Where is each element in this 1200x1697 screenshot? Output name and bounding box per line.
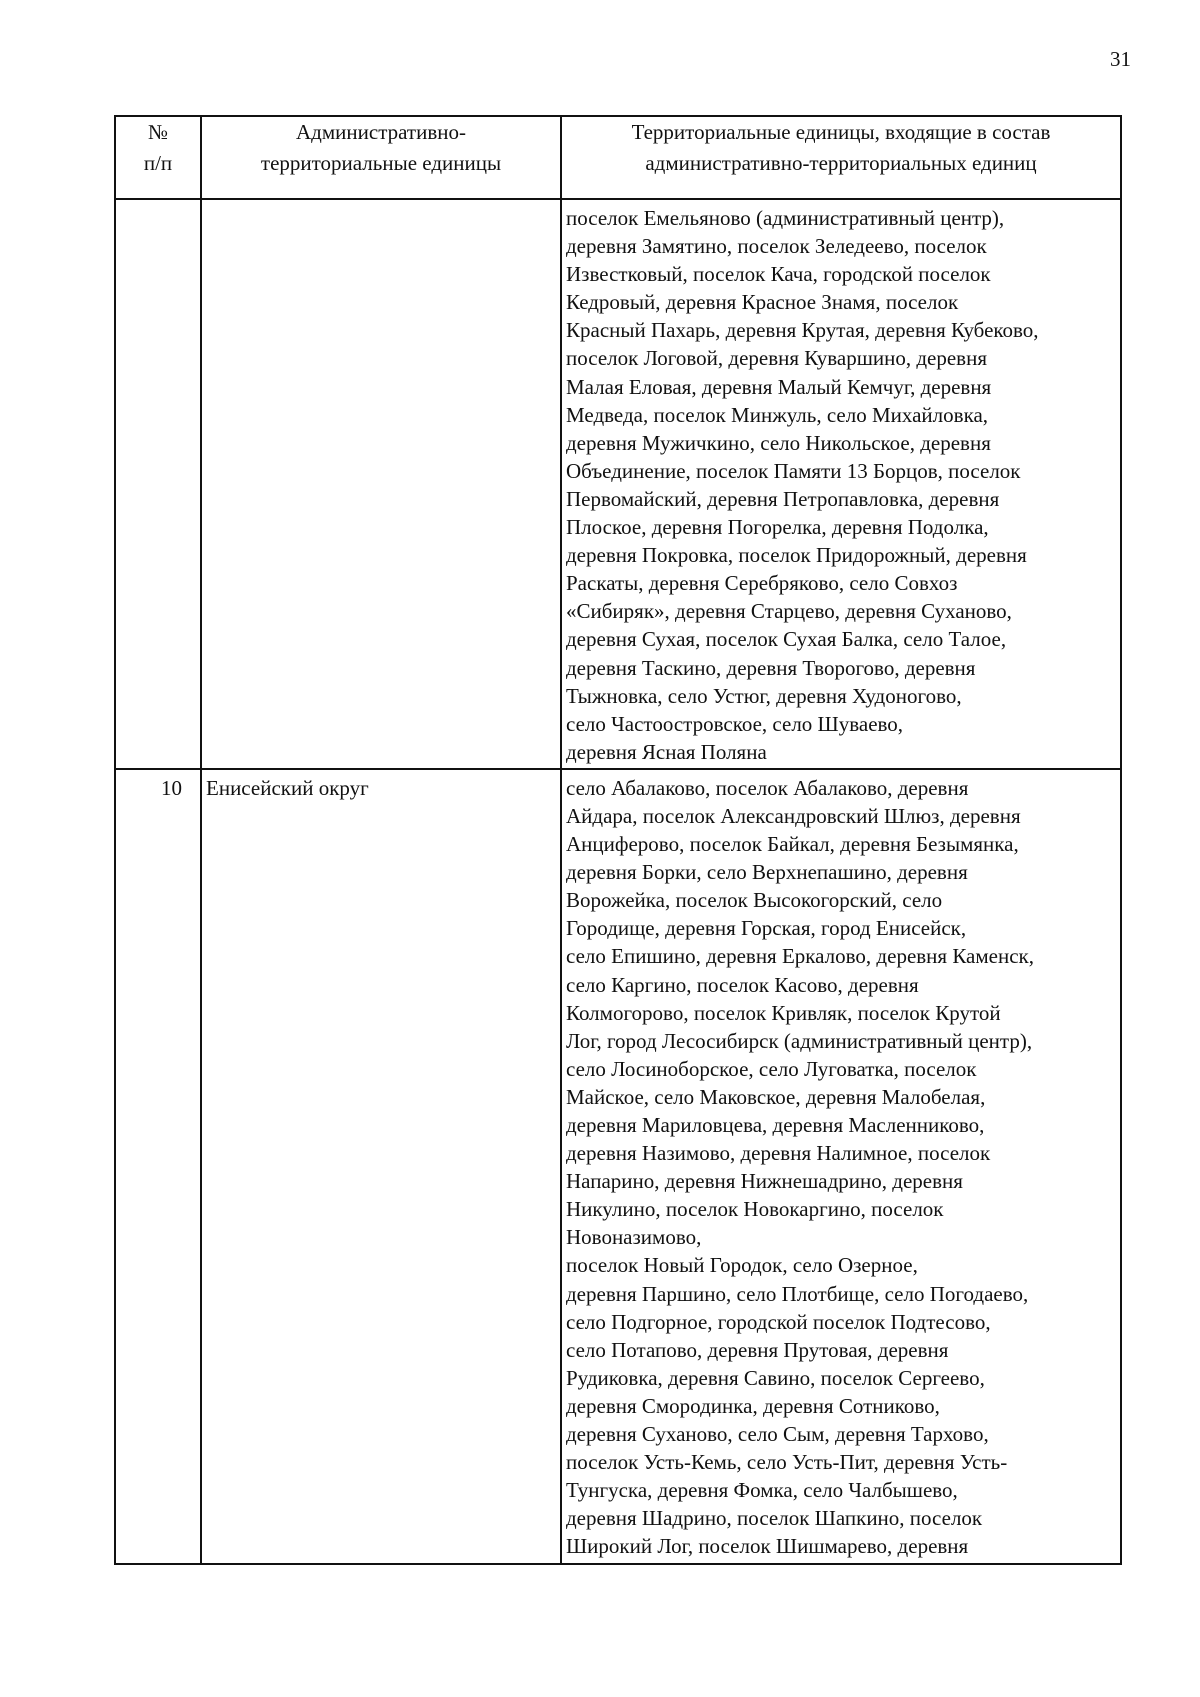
- row-admin-unit: Енисейский округ: [206, 775, 369, 800]
- territorial-line: Объединение, поселок Памяти 13 Борцов, поселок: [566, 458, 1021, 483]
- row-territorial-cell: [561, 769, 1121, 1564]
- territorial-line: Напарино, деревня Нижнешадрино, деревня: [566, 1169, 963, 1194]
- territorial-line: деревня Назимово, деревня Налимное, поселок: [566, 1141, 991, 1166]
- territorial-line: Лог, город Лесосибирск (административный центр),: [566, 1028, 1033, 1053]
- territorial-line: Раскаты, деревня Серебряково, село Совхоз: [566, 571, 958, 596]
- row-admin-unit: [202, 200, 560, 206]
- territorial-line: поселок Логовой, деревня Куваршино, деревня: [566, 346, 987, 371]
- territorial-line: деревня Паршино, село Плотбище, село Погодаево,: [566, 1281, 1029, 1306]
- territorial-line: Никулино, поселок Новокаргино, поселок: [566, 1197, 944, 1222]
- territorial-line: Анциферово, поселок Байкал, деревня Безымянка,: [566, 832, 1019, 857]
- header-territorial-units-line: Территориальные единицы, входящие в состав: [631, 120, 1051, 144]
- territorial-line: Медведа, поселок Минжуль, село Михайловка,: [566, 402, 989, 427]
- row-admin-unit-cell: [201, 769, 561, 1564]
- territorial-line: Майское, село Маковское, деревня Малобелая,: [566, 1084, 986, 1109]
- territorial-line: деревня Мужичкино, село Никольское, деревня: [566, 430, 991, 455]
- header-territorial-units-line: административно-территориальных единиц: [645, 151, 1037, 175]
- territorial-line: Кедровый, деревня Красное Знамя, поселок: [566, 290, 959, 315]
- territorial-line: деревня Ясная Поляна: [566, 739, 767, 764]
- header-admin-units-line: территориальные единицы: [260, 151, 502, 175]
- territorial-line: Широкий Лог, поселок Шишмарево, деревня: [566, 1534, 969, 1559]
- territorial-line: деревня Мариловцева, деревня Масленниково,: [566, 1113, 985, 1137]
- territorial-list: [562, 770, 1120, 1563]
- territorial-line: село Каргино, поселок Касово, деревня: [566, 972, 919, 997]
- territorial-line: село Подгорное, городской поселок Подтесово,: [566, 1309, 991, 1334]
- header-num-line: п/п: [143, 151, 173, 175]
- territorial-line: деревня Смородинка, деревня Сотниково,: [566, 1393, 940, 1418]
- row-num: [116, 200, 182, 206]
- territorial-line: деревня Таскино, деревня Творогово, деревня: [566, 655, 976, 680]
- table-header-row: [115, 116, 1121, 199]
- territorial-line: село Потапово, деревня Прутовая, деревня: [566, 1337, 949, 1362]
- header-admin-units: [201, 116, 561, 199]
- territorial-line: Ворожейка, поселок Высокогорский, село: [566, 888, 943, 913]
- page-number: 31: [1110, 47, 1131, 71]
- header-territorial-units: [561, 116, 1121, 199]
- table-row: [115, 769, 1121, 1564]
- territorial-line: деревня Борки, село Верхнепашино, деревня: [566, 860, 968, 885]
- row-num: 10: [161, 775, 182, 800]
- territorial-line: Рудиковка, деревня Савино, поселок Сергеево,: [566, 1365, 985, 1390]
- territorial-line: деревня Шадрино, поселок Шапкино, поселок: [566, 1506, 983, 1531]
- header-num-line: №: [147, 120, 169, 144]
- territorial-line: поселок Емельяново (административный центр),: [566, 206, 1005, 230]
- territorial-line: Первомайский, деревня Петропавловка, деревня: [566, 486, 1000, 511]
- territorial-line: поселок Усть-Кемь, село Усть-Пит, деревня Усть-: [566, 1450, 1008, 1475]
- row-num-cell: [115, 199, 201, 769]
- table-row: [115, 199, 1121, 769]
- territorial-line: деревня Суханово, село Сым, деревня Тархово,: [566, 1422, 989, 1447]
- row-admin-unit-cell: [201, 199, 561, 769]
- territorial-line: село Епишино, деревня Еркалово, деревня Каменск,: [566, 944, 1034, 969]
- row-num-cell: [115, 769, 201, 1564]
- territorial-line: село Абалаково, поселок Абалаково, деревня: [566, 775, 969, 800]
- territorial-line: Тунгуска, деревня Фомка, село Чалбышево,: [566, 1478, 958, 1503]
- territorial-line: «Сибиряк», деревня Старцево, деревня Суханово,: [566, 599, 1012, 624]
- territorial-list: [562, 200, 1120, 768]
- territorial-line: село Лосиноборское, село Луговатка, поселок: [566, 1056, 977, 1081]
- territorial-line: поселок Новый Городок, село Озерное,: [566, 1253, 918, 1278]
- territorial-line: Айдара, поселок Александровский Шлюз, деревня: [566, 803, 1021, 828]
- territorial-line: село Частоостровское, село Шуваево,: [566, 711, 904, 736]
- territorial-line: Плоское, деревня Погорелка, деревня Подолка,: [566, 515, 989, 540]
- header-admin-units-line: Административно-: [296, 120, 466, 144]
- header-num: [115, 116, 201, 199]
- row-territorial-cell: [561, 199, 1121, 769]
- territorial-line: Красный Пахарь, деревня Крутая, деревня Кубеково,: [566, 318, 1039, 343]
- territorial-line: Тыжновка, село Устюг, деревня Худоногово,: [566, 683, 962, 708]
- territorial-line: Колмогорово, поселок Кривляк, поселок Крутой: [566, 1000, 1001, 1025]
- territorial-line: Известковый, поселок Кача, городской поселок: [566, 262, 991, 287]
- territorial-line: Малая Еловая, деревня Малый Кемчуг, деревня: [566, 374, 992, 399]
- territorial-line: деревня Сухая, поселок Сухая Балка, село Талое,: [566, 627, 1007, 652]
- territorial-line: деревня Покровка, поселок Придорожный, деревня: [566, 543, 1027, 568]
- territorial-line: Новоназимово,: [566, 1225, 702, 1250]
- territorial-line: деревня Замятино, поселок Зеледеево, поселок: [566, 234, 987, 259]
- territorial-line: Городище, деревня Горская, город Енисейск,: [566, 916, 967, 941]
- admin-units-table: [114, 115, 1122, 1565]
